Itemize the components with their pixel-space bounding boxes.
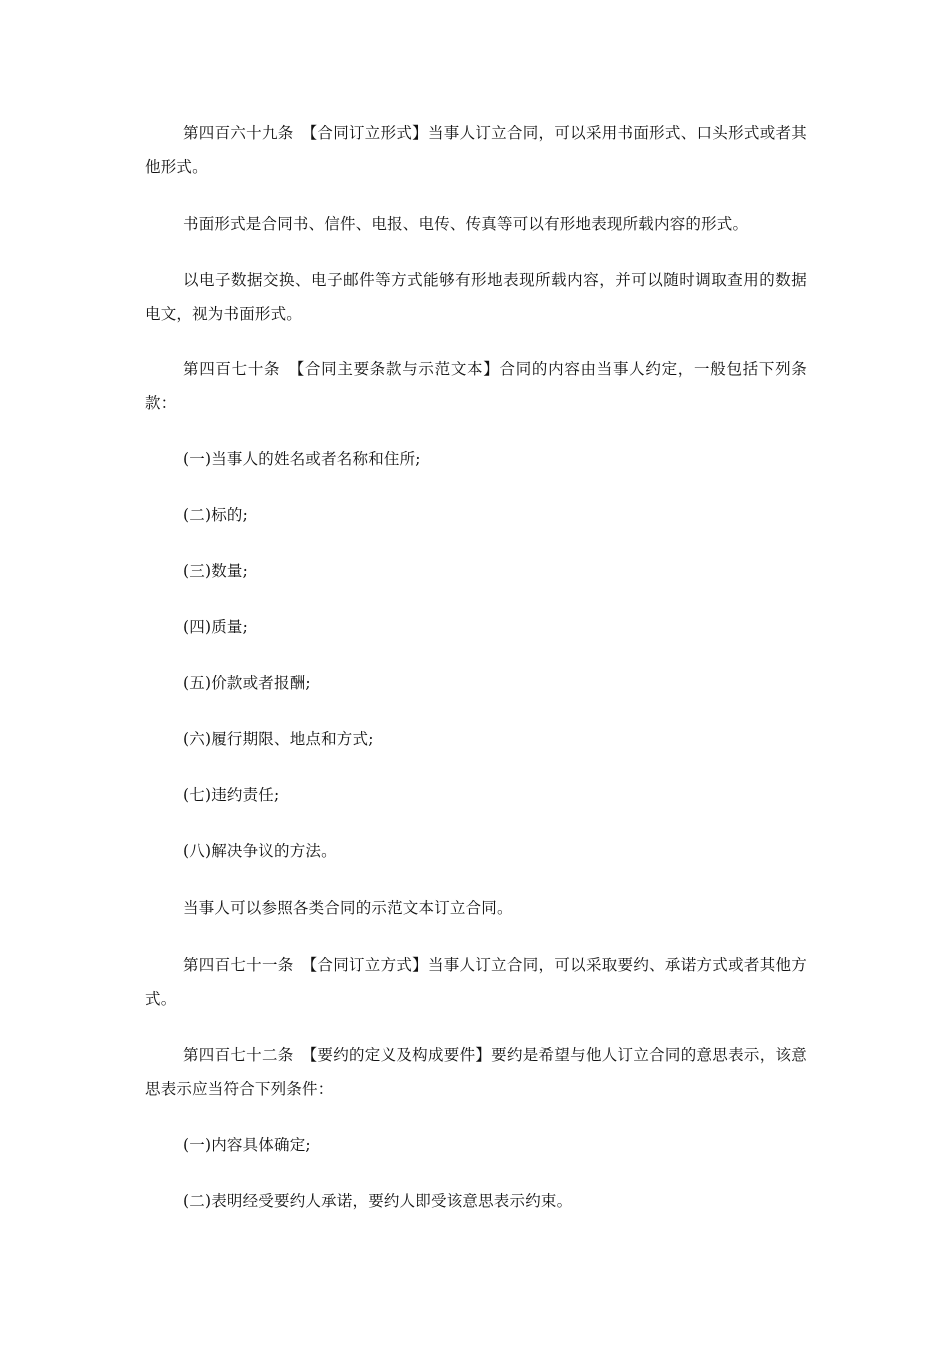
clause-item-7: (七)违约责任; xyxy=(183,786,280,804)
article-472-paragraph: 第四百七十二条 【要约的定义及构成要件】要约是希望与他人订立合同的意思表示，该意思表示应当符合下列条件： xyxy=(145,1046,807,1098)
clause-item-3: (三)数量; xyxy=(183,562,249,580)
clause-item-6: (六)履行期限、地点和方式; xyxy=(183,730,374,748)
clause-item-8: (八)解决争议的方法。 xyxy=(183,842,337,860)
offer-condition-item-1: (一)内容具体确定; xyxy=(183,1136,311,1154)
offer-condition-item-2: (二)表明经受要约人承诺，要约人即受该意思表示约束。 xyxy=(183,1192,573,1210)
clause-item-4: (四)质量; xyxy=(183,618,249,636)
electronic-data-paragraph: 以电子数据交换、电子邮件等方式能够有形地表现所载内容，并可以随时调取查用的数据电文，视为书面形式。 xyxy=(145,271,807,323)
clause-item-5: (五)价款或者报酬; xyxy=(183,674,311,692)
model-text-paragraph: 当事人可以参照各类合同的示范文本订立合同。 xyxy=(183,899,513,917)
article-471-paragraph: 第四百七十一条 【合同订立方式】当事人订立合同，可以采取要约、承诺方式或者其他方式。 xyxy=(145,956,807,1008)
clause-item-1: (一)当事人的姓名或者名称和住所; xyxy=(183,450,421,468)
article-470-paragraph: 第四百七十条 【合同主要条款与示范文本】合同的内容由当事人约定，一般包括下列条款： xyxy=(145,360,807,412)
clause-item-2: (二)标的; xyxy=(183,506,249,524)
written-form-definition-paragraph: 书面形式是合同书、信件、电报、电传、传真等可以有形地表现所载内容的形式。 xyxy=(183,215,749,233)
article-469-paragraph: 第四百六十九条 【合同订立形式】当事人订立合同，可以采用书面形式、口头形式或者其他形式。 xyxy=(145,124,807,176)
